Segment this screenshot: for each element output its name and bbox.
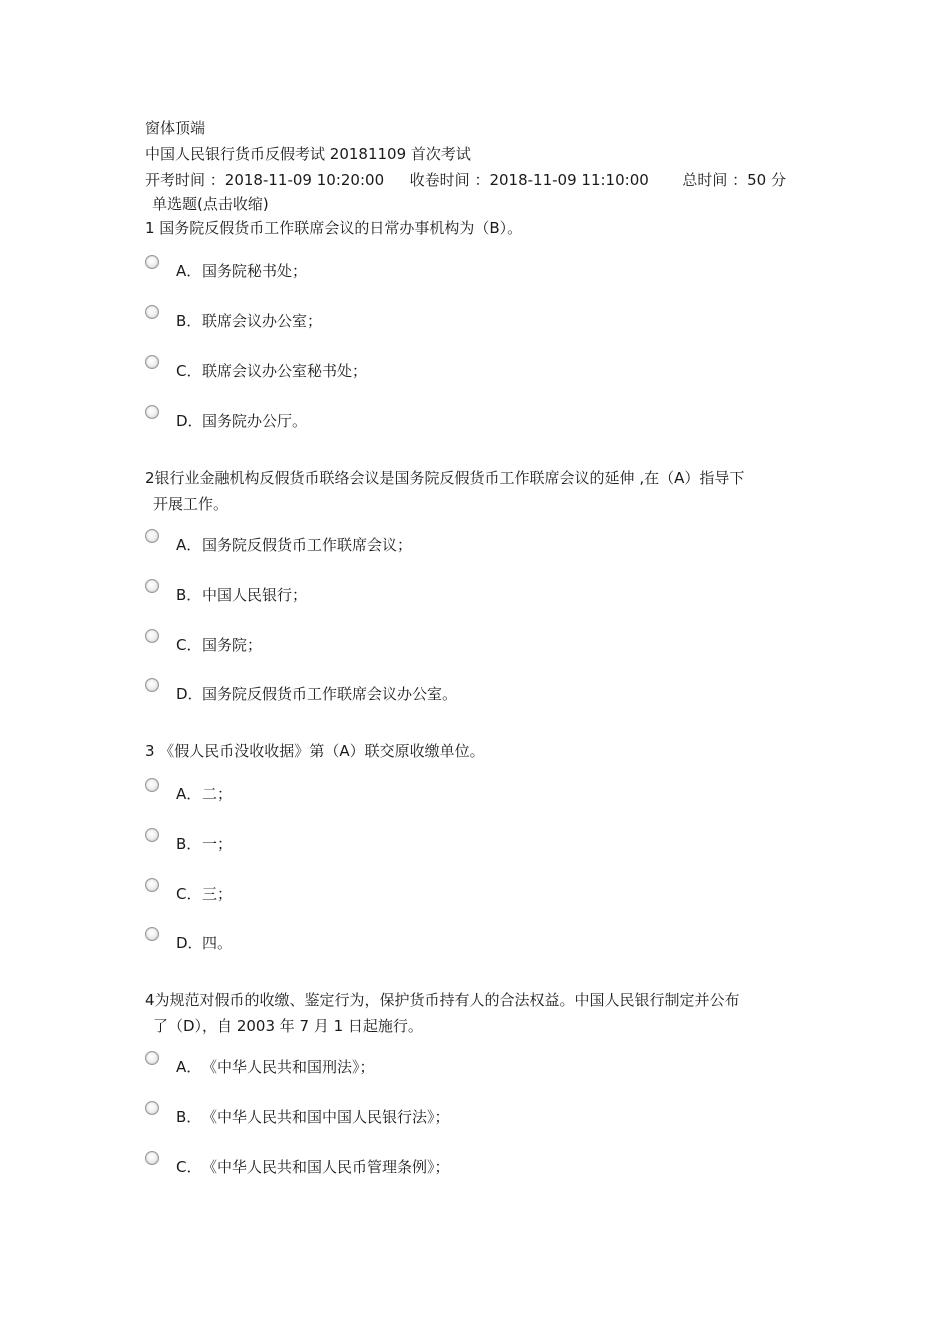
question-2-option-a[interactable] xyxy=(145,529,745,555)
radio-button[interactable] xyxy=(145,828,159,842)
end-time-label: 收卷时间 xyxy=(409,171,470,189)
radio-button[interactable] xyxy=(145,678,159,692)
form-top-label: 窗体顶端 xyxy=(145,119,206,137)
option-text: 国务院办公厅。 xyxy=(202,412,308,430)
total-time-label: 总时间 xyxy=(682,171,728,189)
option-text: 三； xyxy=(202,885,233,903)
exam-title: 中国人民银行货币反假考试 20181109 首次考试 xyxy=(145,145,471,163)
exam-time-info xyxy=(145,170,786,190)
question-1-text: 1 国务院反假货币工作联席会议的日常办事机构为（B）。 xyxy=(145,219,523,237)
radio-button[interactable] xyxy=(145,355,159,369)
option-letter: D． xyxy=(176,934,203,952)
option-letter: B． xyxy=(176,1108,202,1126)
question-2-text-continued: 开展工作。 xyxy=(153,495,229,513)
total-time-value: ：50 分 xyxy=(732,171,786,189)
option-text: 《中华人民共和国中国人民银行法》； xyxy=(202,1108,450,1126)
question-4-text-continued: 了（D），自 2003 年 7 月 1 日起施行。 xyxy=(153,1017,423,1035)
option-letter: B． xyxy=(176,835,202,853)
question-4-option-c[interactable] xyxy=(145,1151,745,1177)
option-letter: D． xyxy=(176,685,203,703)
question-3-option-d[interactable] xyxy=(145,927,745,953)
radio-button[interactable] xyxy=(145,1051,159,1065)
radio-button[interactable] xyxy=(145,629,159,643)
question-4-option-b[interactable] xyxy=(145,1101,745,1127)
radio-button[interactable] xyxy=(145,878,159,892)
option-text: 二； xyxy=(202,785,233,803)
question-1-option-b[interactable] xyxy=(145,305,745,331)
radio-button[interactable] xyxy=(145,305,159,319)
radio-button[interactable] xyxy=(145,1101,159,1115)
question-1-option-a[interactable] xyxy=(145,255,745,281)
question-2-option-c[interactable] xyxy=(145,629,745,655)
radio-button[interactable] xyxy=(145,405,159,419)
option-letter: A． xyxy=(176,262,202,280)
option-text: 中国人民银行； xyxy=(202,586,308,604)
option-letter: C． xyxy=(176,885,202,903)
question-2-option-d[interactable] xyxy=(145,678,745,704)
option-text: 《中华人民共和国人民币管理条例》； xyxy=(202,1158,450,1176)
option-letter: A． xyxy=(176,1058,202,1076)
option-letter: C． xyxy=(176,1158,202,1176)
question-3-option-a[interactable] xyxy=(145,778,745,804)
question-4-option-a[interactable] xyxy=(145,1051,745,1077)
end-time-value: ：2018-11-09 11:10:00 xyxy=(474,171,649,189)
start-time-value: ：2018-11-09 10:20:00 xyxy=(209,171,385,189)
option-letter: A． xyxy=(176,536,202,554)
radio-button[interactable] xyxy=(145,927,159,941)
option-text: 联席会议办公室； xyxy=(202,312,323,330)
radio-button[interactable] xyxy=(145,255,159,269)
question-3 xyxy=(145,738,815,764)
radio-button[interactable] xyxy=(145,778,159,792)
option-letter: A． xyxy=(176,785,202,803)
option-letter: B． xyxy=(176,312,202,330)
option-text: 《中华人民共和国刑法》； xyxy=(202,1058,375,1076)
question-1-option-d[interactable] xyxy=(145,405,745,431)
option-text: 一； xyxy=(202,835,233,853)
question-3-option-c[interactable] xyxy=(145,878,745,904)
option-text: 国务院； xyxy=(202,636,263,654)
section-toggle-single-choice[interactable]: 单选题(点击收缩) xyxy=(152,195,269,213)
radio-button[interactable] xyxy=(145,529,159,543)
start-time-label: 开考时间 xyxy=(145,171,206,189)
question-2-option-b[interactable] xyxy=(145,579,745,605)
question-1-option-c[interactable] xyxy=(145,355,745,381)
question-1 xyxy=(145,215,815,241)
option-text: 国务院反假货币工作联席会议； xyxy=(202,536,413,554)
option-letter: C． xyxy=(176,362,202,380)
question-2-text: 2银行业金融机构反假货币联络会议是国务院反假货币工作联席会议的延伸 ,在（A）指导下 xyxy=(145,469,745,487)
question-4 xyxy=(145,987,815,1039)
option-letter: D． xyxy=(176,412,203,430)
question-4-text: 4为规范对假币的收缴、鉴定行为，保护货币持有人的合法权益。中国人民银行制定并公布 xyxy=(145,991,740,1009)
option-letter: C． xyxy=(176,636,202,654)
option-text: 四。 xyxy=(202,934,233,952)
question-2 xyxy=(145,465,815,517)
option-letter: B． xyxy=(176,586,202,604)
option-text: 国务院秘书处； xyxy=(202,262,308,280)
option-text: 国务院反假货币工作联席会议办公室。 xyxy=(202,685,458,703)
question-3-text: 3 《假人民币没收收据》第（A）联交原收缴单位。 xyxy=(145,742,485,760)
option-text: 联席会议办公室秘书处； xyxy=(202,362,368,380)
radio-button[interactable] xyxy=(145,1151,159,1165)
question-3-option-b[interactable] xyxy=(145,828,745,854)
radio-button[interactable] xyxy=(145,579,159,593)
